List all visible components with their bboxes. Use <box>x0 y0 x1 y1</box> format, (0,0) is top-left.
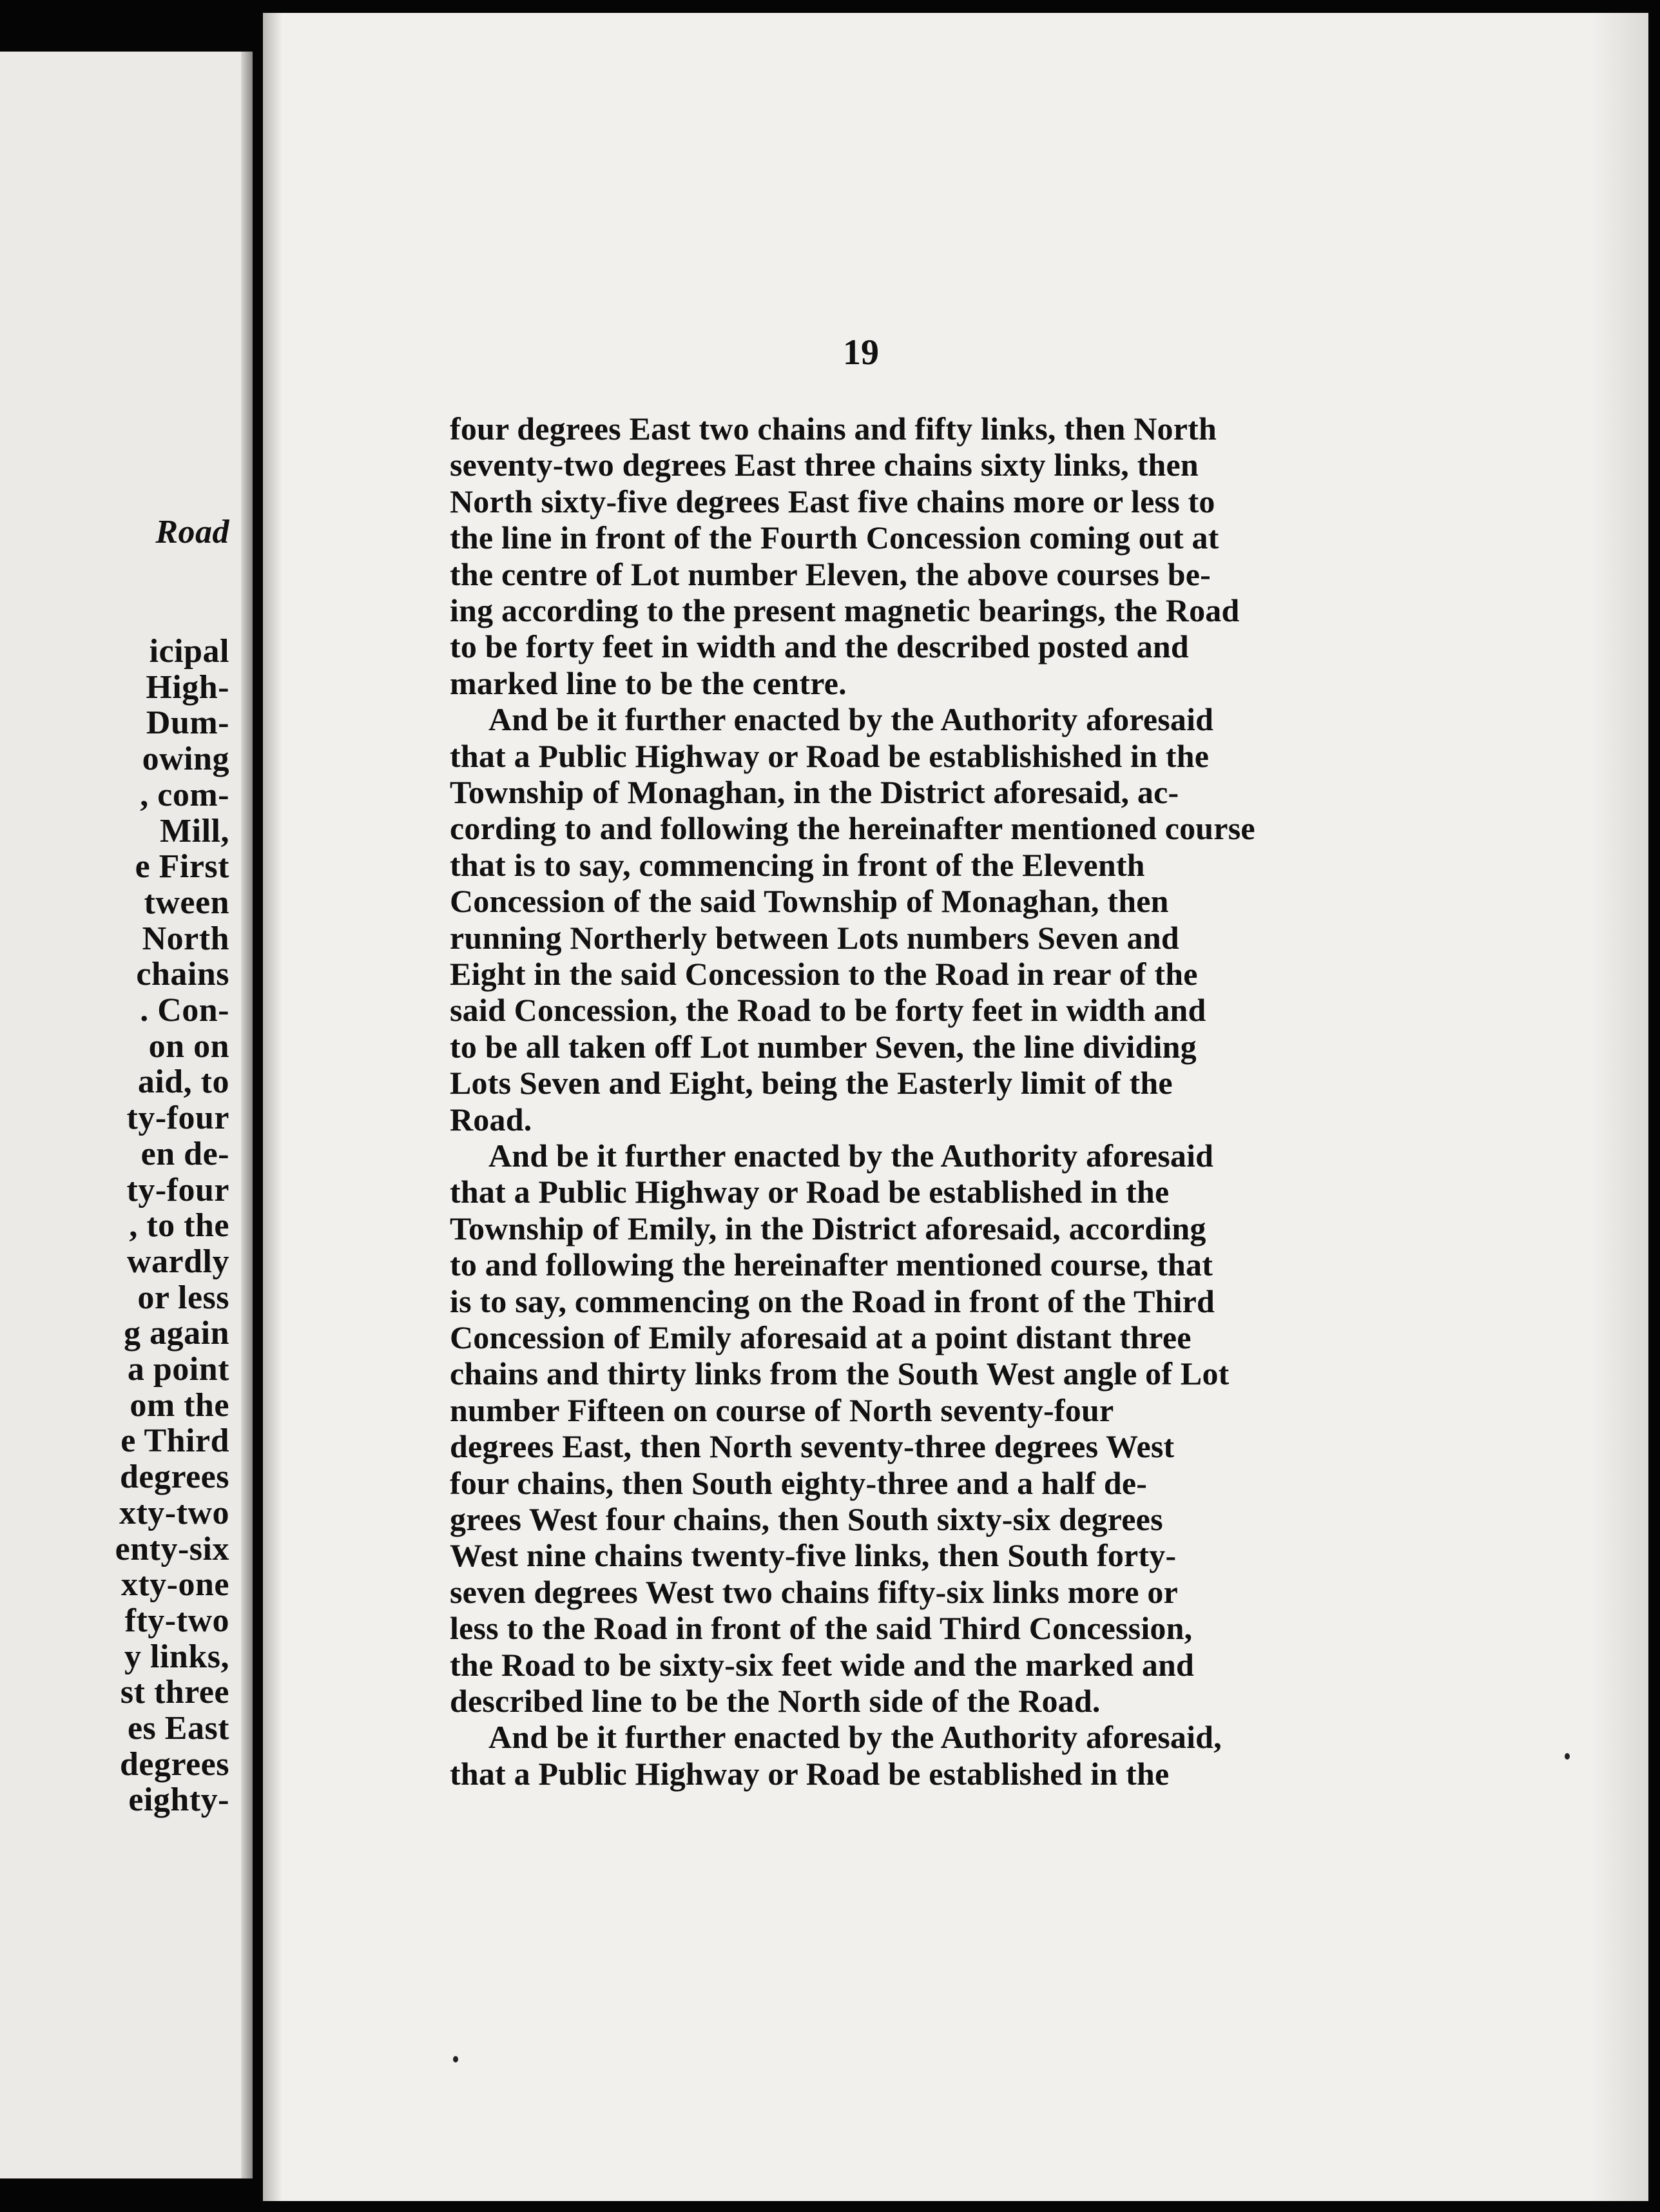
text-line: running Northerly between Lots numbers Seven and <box>450 919 1179 956</box>
text-line: Township of Monaghan, in the District aforesaid, ac- <box>450 774 1179 810</box>
left-page-line: st three <box>120 1674 229 1711</box>
text-line: said Concession, the Road to be forty feet in width and <box>450 992 1206 1029</box>
text-line: chains and thirty links from the South West angle of Lot <box>450 1355 1230 1392</box>
left-page-line: owing <box>142 741 229 778</box>
text-line: described line to be the North side of the Road. <box>450 1683 1101 1719</box>
text-line: to be forty feet in width and the described posted and <box>450 628 1189 665</box>
left-page-line: or less <box>137 1279 229 1316</box>
text-line: that a Public Highway or Road be established in the <box>450 1755 1170 1792</box>
text-line: the centre of Lot number Eleven, the above courses be- <box>450 556 1211 592</box>
text-line: number Fifteen on course of North seventy-four <box>450 1392 1114 1428</box>
text-line: is to say, commencing on the Road in front of the Third <box>450 1283 1215 1319</box>
left-page-line: aid, to <box>137 1063 229 1101</box>
text-line: And be it further enacted by the Authority aforesaid <box>488 1138 1214 1174</box>
text-line: degrees East, then North seventy-three degrees West <box>450 1428 1175 1465</box>
text-line: seventy-two degrees East three chains sixty links, then <box>450 447 1199 483</box>
text-line: to be all taken off Lot number Seven, the line dividing <box>450 1028 1197 1065</box>
left-page-line: Mill, <box>160 812 229 849</box>
text-line: Road. <box>450 1101 532 1138</box>
text-line: the line in front of the Fourth Concession coming out at <box>450 519 1219 556</box>
text-line: four degrees East two chains and fifty links, then North <box>450 411 1217 447</box>
left-page-line: e First <box>135 848 229 886</box>
right-page <box>263 13 1648 2201</box>
left-page-line: es East <box>127 1710 229 1747</box>
left-page-line: North <box>142 920 229 957</box>
text-line: that a Public Highway or Road be established in the <box>450 1174 1170 1210</box>
left-page-line: en de- <box>140 1135 229 1172</box>
page-right-edge <box>1590 13 1648 2201</box>
left-page-line: ty-four <box>126 1171 229 1208</box>
text-line: North sixty-five degrees East five chains more or less to <box>450 483 1215 519</box>
left-page-line: xty-one <box>121 1566 229 1604</box>
text-line: that is to say, commencing in front of the Eleventh <box>450 846 1145 883</box>
ink-speck <box>1565 1753 1570 1760</box>
left-page-line: fty-two <box>124 1602 229 1639</box>
text-line: grees West four chains, then South sixty-six degrees <box>450 1501 1163 1537</box>
text-line: Concession of Emily aforesaid at a point distant three <box>450 1319 1192 1355</box>
left-page-line: Dum- <box>146 704 229 742</box>
left-page-line: Road <box>155 514 229 550</box>
left-page-line: e Third <box>121 1422 229 1460</box>
text-line: Concession of the said Township of Monaghan, then <box>450 883 1169 920</box>
text-line: And be it further enacted by the Authority aforesaid <box>488 701 1214 738</box>
left-page-line: icipal <box>149 633 229 670</box>
left-page-line: on on <box>148 1027 229 1065</box>
page-gutter <box>241 52 253 2178</box>
left-page-line: , to the <box>129 1207 229 1245</box>
text-line: Township of Emily, in the District aforesaid, according <box>450 1210 1206 1247</box>
left-page-line: . Con- <box>140 992 229 1029</box>
text-line: less to the Road in front of the said Third Concession, <box>450 1610 1193 1647</box>
text-line: the Road to be sixty-six feet wide and the marked and <box>450 1646 1195 1683</box>
left-page-line: tween <box>144 884 229 921</box>
left-page-line: xty-two <box>119 1494 229 1531</box>
left-page-line: enty-six <box>115 1530 229 1567</box>
left-page-line: eighty- <box>128 1781 229 1819</box>
left-page-line: wardly <box>127 1243 229 1280</box>
text-line: marked line to be the centre. <box>450 665 847 701</box>
left-page-line: degrees <box>119 1745 229 1783</box>
ink-speck <box>453 2056 458 2062</box>
left-facing-page <box>0 52 253 2178</box>
left-page-line: y links, <box>124 1638 229 1675</box>
left-page-line: om the <box>130 1386 229 1424</box>
text-line: seven degrees West two chains fifty-six links more or <box>450 1573 1178 1610</box>
text-line: ing according to the present magnetic bearings, the Road <box>450 592 1240 628</box>
text-line: to and following the hereinafter mentioned course, that <box>450 1247 1213 1283</box>
left-page-line: High- <box>146 668 229 706</box>
left-page-line: ty-four <box>126 1100 229 1137</box>
left-page-line: , com- <box>140 776 229 813</box>
text-line: And be it further enacted by the Authority aforesaid, <box>488 1719 1222 1756</box>
left-page-line: degrees <box>119 1459 229 1496</box>
page-number: 19 <box>843 333 879 373</box>
left-page-line: a point <box>127 1351 229 1388</box>
left-page-line: g again <box>124 1315 229 1352</box>
text-line: Lots Seven and Eight, being the Easterly limit of the <box>450 1065 1173 1101</box>
text-line: West nine chains twenty-five links, then South forty- <box>450 1537 1177 1574</box>
text-line: cording to and following the hereinafter mentioned course <box>450 810 1255 847</box>
text-line: that a Public Highway or Road be establishished in the <box>450 737 1210 774</box>
page-inner-shadow <box>263 13 282 2201</box>
text-line: four chains, then South eighty-three and a half de- <box>450 1464 1148 1501</box>
left-page-line: chains <box>136 956 229 993</box>
text-line: Eight in the said Concession to the Road in rear of the <box>450 956 1198 992</box>
